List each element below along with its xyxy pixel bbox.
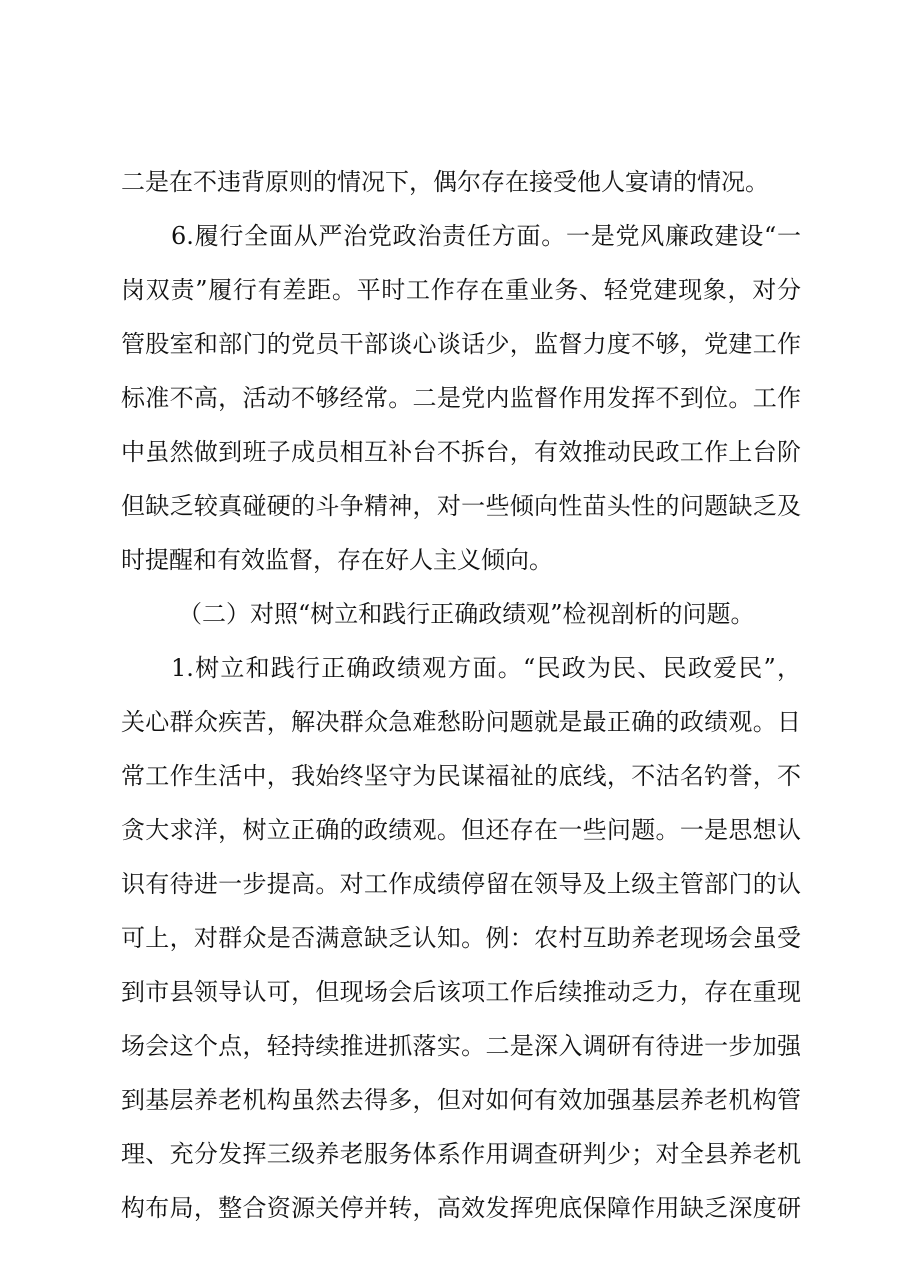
text-line: 但缺乏较真碰硬的斗争精神，对一些倾向性苗头性的问题缺乏及	[121, 492, 801, 520]
text-line: 常工作生活中，我始终坚守为民谋福祉的底线，不沽名钓誉，不	[121, 762, 801, 790]
text-line: 1.树立和践行正确政绩观方面。“民政为民、民政爱民”，	[171, 654, 801, 682]
text-line: 时提醒和有效监督，存在好人主义倾向。	[121, 546, 553, 574]
text-line: 构布局，整合资源关停并转，高效发挥兜底保障作用缺乏深度研	[121, 1194, 801, 1222]
text-line: 中虽然做到班子成员相互补台不拆台，有效推动民政工作上台阶	[121, 438, 801, 466]
text-line: 到基层养老机构虽然去得多，但对如何有效加强基层养老机构管	[121, 1086, 801, 1114]
text-line: 场会这个点，轻持续推进抓落实。二是深入调研有待进一步加强	[121, 1032, 801, 1060]
text-line: 标准不高，活动不够经常。二是党内监督作用发挥不到位。工作	[121, 384, 801, 412]
text-line: 可上，对群众是否满意缺乏认知。例：农村互助养老现场会虽受	[121, 924, 801, 952]
text-line: 识有待进一步提高。对工作成绩停留在领导及上级主管部门的认	[121, 870, 801, 898]
text-line: 关心群众疾苦，解决群众急难愁盼问题就是最正确的政绩观。日	[121, 708, 801, 736]
text-line: 二是在不违背原则的情况下，偶尔存在接受他人宴请的情况。	[121, 168, 769, 196]
text-line: 贪大求洋，树立正确的政绩观。但还存在一些问题。一是思想认	[121, 816, 801, 844]
section-heading: （二）对照“树立和践行正确政绩观”检视剖析的问题。	[178, 600, 755, 628]
text-line: 6.履行全面从严治党政治责任方面。一是党风廉政建设“一	[171, 222, 801, 250]
text-line: 管股室和部门的党员干部谈心谈话少，监督力度不够，党建工作	[121, 330, 801, 358]
text-line: 岗双责”履行有差距。平时工作存在重业务、轻党建现象，对分	[121, 276, 801, 304]
text-line: 到市县领导认可，但现场会后该项工作后续推动乏力，存在重现	[121, 978, 801, 1006]
text-line: 理、充分发挥三级养老服务体系作用调查研判少；对全县养老机	[121, 1140, 801, 1168]
